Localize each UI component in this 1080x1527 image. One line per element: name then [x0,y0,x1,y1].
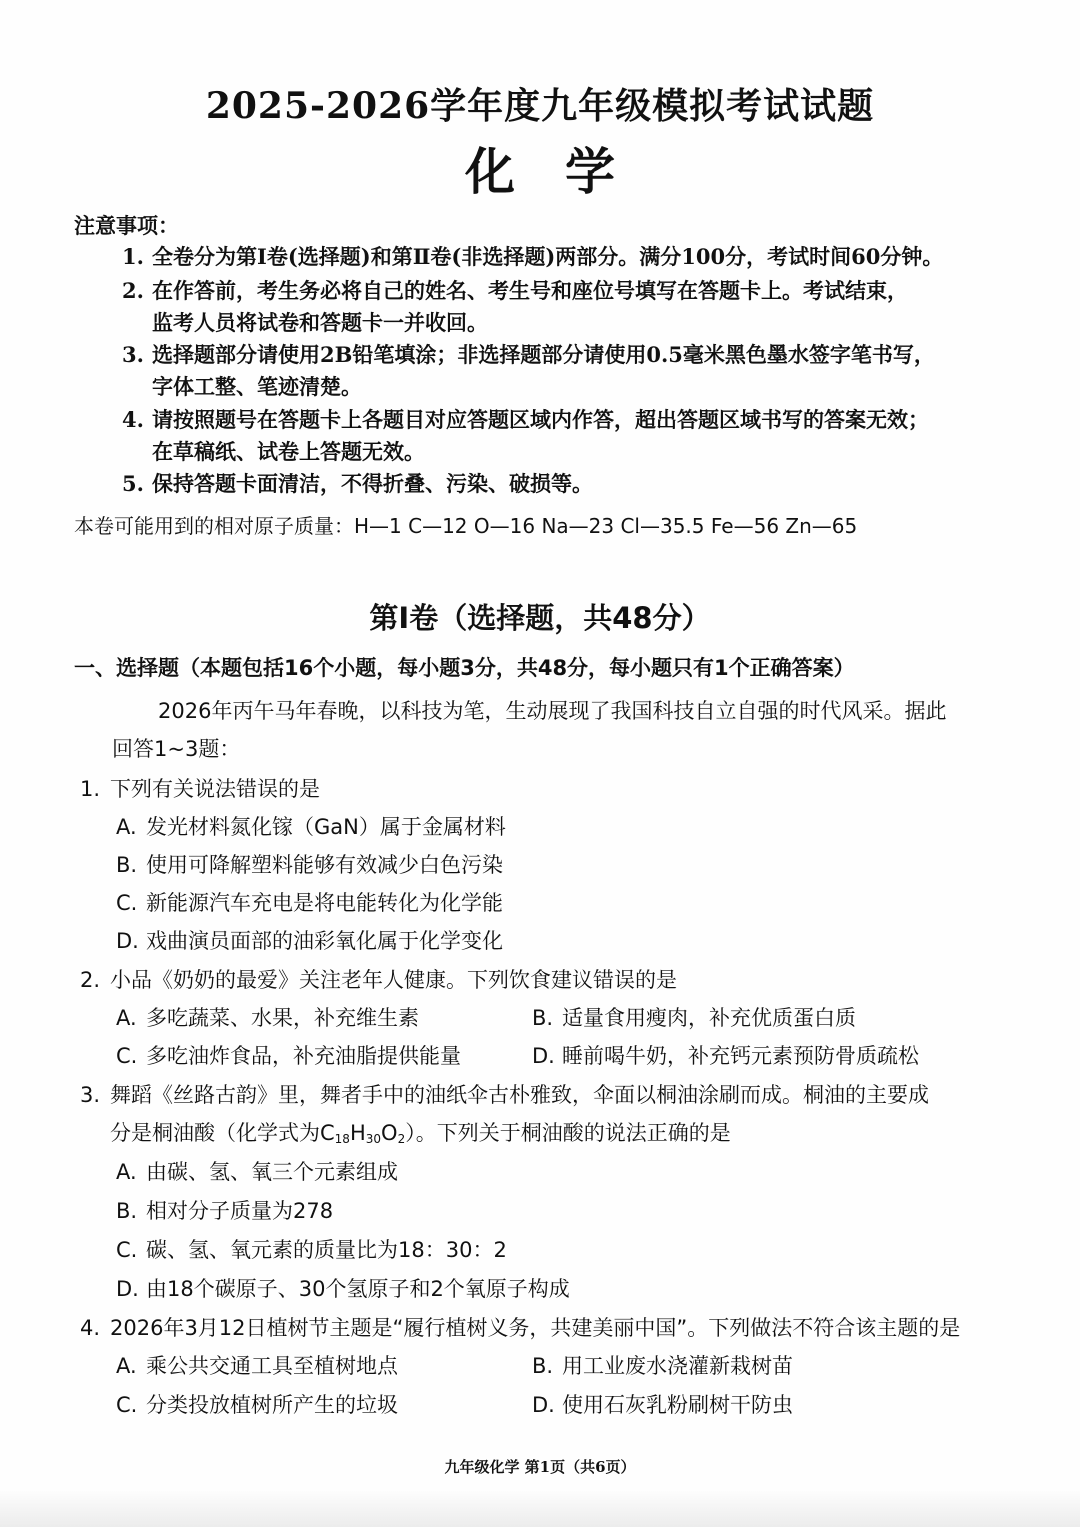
option-text: 分类投放植树所产生的垃圾 [146,1393,398,1417]
question-4-option-a [116,1351,398,1381]
option-label: C. [116,1044,138,1068]
notice-item-text: 选择题部分请使用2B铅笔填涂；非选择题部分请使用0.5毫米黑色墨水签字笔书写， [152,342,935,367]
option-label: A. [116,1160,137,1184]
notice-item-number: 3. [122,342,144,367]
question-1-option-c [116,888,503,918]
question-1-option-d [116,926,503,956]
intro-text: 2026年丙午马年春晚，以科技为笔，生动展现了我国科技自立自强的时代风采。据此 [158,699,947,723]
question-3-stem [80,1080,929,1110]
notice-item-text: 在作答前，考生务必将自己的姓名、考生号和座位号填写在答题卡上。考试结束， [152,278,908,303]
notice-item-number: 1. [122,244,144,269]
page-bottom-shadow [0,1491,1080,1527]
question-text: 2026年3月12日植树节主题是“履行植树义务，共建美丽中国”。下列做法不符合该主题的是 [110,1316,961,1340]
notice-item-number: 2. [122,278,144,303]
question-2-option-b [532,1003,856,1033]
question-number: 4. [80,1316,101,1340]
option-label: A. [116,815,137,839]
notice-item-5 [122,469,593,499]
intro-text-continued: 回答1~3题： [112,737,241,761]
question-2-option-d [532,1041,919,1071]
question-number: 2. [80,968,101,992]
option-label: D. [116,929,139,953]
notice-item-text: 保持答题卡面清洁，不得折叠、污染、破损等。 [152,471,593,496]
option-text: 睡前喝牛奶，补充钙元素预防骨质疏松 [562,1044,919,1068]
subject-title: 化学 [465,142,665,201]
option-label: B. [532,1354,554,1378]
notice-item-2 [122,276,908,306]
notice-item-4 [122,405,929,435]
question-4-option-b [532,1351,793,1381]
question-1-option-a [116,812,506,842]
question-2-stem [80,965,677,995]
option-text: 戏曲演员面部的油彩氧化属于化学变化 [146,929,503,953]
question-3-option-a [116,1157,398,1187]
option-label: A. [116,1006,137,1030]
option-text: 用工业废水浇灌新栽树苗 [562,1354,793,1378]
option-text: 多吃蔬菜、水果，补充维生素 [146,1006,419,1030]
option-text: 多吃油炸食品，补充油脂提供能量 [146,1044,461,1068]
option-text: 使用石灰乳粉刷树干防虫 [562,1393,793,1417]
option-label: C. [116,1238,138,1262]
question-text: ）。下列关于桐油酸的说法正确的是 [405,1121,731,1145]
chemical-formula: $C_{18}H_{30}O_2$ [320,1121,406,1146]
question-3-option-d [116,1274,570,1304]
page-footer: 九年级化学 第1页（共6页） [444,1458,636,1476]
notice-item-number: 5. [122,471,144,496]
notice-item-1 [122,242,943,272]
notice-item-number: 4. [122,407,144,432]
section-heading: 第Ⅰ卷（选择题，共48分） [369,601,711,635]
question-4-option-c [116,1390,398,1420]
question-text: 小品《奶奶的最爱》关注老年人健康。下列饮食建议错误的是 [110,968,677,992]
notice-item-3-continued: 字体工整、笔迹清楚。 [152,374,362,399]
notice-item-text: 全卷分为第Ⅰ卷(选择题)和第Ⅱ卷(非选择题)两部分。满分100分，考试时间60分钟。 [152,244,944,269]
question-1-option-b [116,850,503,880]
question-4-stem [80,1313,960,1343]
option-label: C. [116,891,138,915]
question-text: 分是桐油酸（化学式为 [110,1121,320,1145]
question-4-option-d [532,1390,793,1420]
option-label: B. [116,853,138,877]
question-2-option-a [116,1003,419,1033]
question-3-stem-continued [110,1118,731,1154]
question-1-stem [80,774,320,804]
option-text: 由碳、氢、氧三个元素组成 [146,1160,398,1184]
question-text: 下列有关说法错误的是 [110,777,320,801]
part-heading: 一、选择题（本题包括16个小题，每小题3分，共48分，每小题只有1个正确答案） [74,656,855,680]
option-text: 发光材料氮化镓（GaN）属于金属材料 [146,815,506,839]
option-label: B. [116,1199,138,1223]
option-text: 使用可降解塑料能够有效减少白色污染 [146,853,503,877]
option-label: B. [532,1006,554,1030]
notice-item-text: 请按照题号在答题卡上各题目对应答题区域内作答，超出答题区域书写的答案无效； [152,407,929,432]
question-number: 3. [80,1083,101,1107]
option-text: 由18个碳原子、30个氢原子和2个氧原子构成 [146,1277,570,1301]
option-text: 乘公共交通工具至植树地点 [146,1354,398,1378]
question-2-option-c [116,1041,461,1071]
option-label: A. [116,1354,137,1378]
option-text: 碳、氢、氧元素的质量比为18：30：2 [146,1238,507,1262]
option-label: D. [532,1393,555,1417]
notice-item-4-continued: 在草稿纸、试卷上答题无效。 [152,439,425,464]
notice-heading: 注意事项： [74,214,179,238]
option-label: D. [532,1044,555,1068]
question-number: 1. [80,777,101,801]
option-text: 新能源汽车充电是将电能转化为化学能 [146,891,503,915]
option-label: D. [116,1277,139,1301]
notice-item-2-continued: 监考人员将试卷和答题卡一并收回。 [152,310,488,335]
question-3-option-c [116,1235,507,1265]
option-text: 适量食用瘦肉，补充优质蛋白质 [562,1006,856,1030]
notice-item-3 [122,340,935,370]
question-3-option-b [116,1196,333,1226]
option-label: C. [116,1393,138,1417]
exam-title: 2025-2026学年度九年级模拟考试试题 [205,85,875,127]
atomic-mass-line: 本卷可能用到的相对原子质量：H—1 C—12 O—16 Na—23 Cl—35.5 Fe—56 Zn—65 [74,514,858,538]
option-text: 相对分子质量为278 [146,1199,334,1223]
question-text: 舞蹈《丝路古韵》里，舞者手中的油纸伞古朴雅致，伞面以桐油涂刷而成。桐油的主要成 [110,1083,929,1107]
